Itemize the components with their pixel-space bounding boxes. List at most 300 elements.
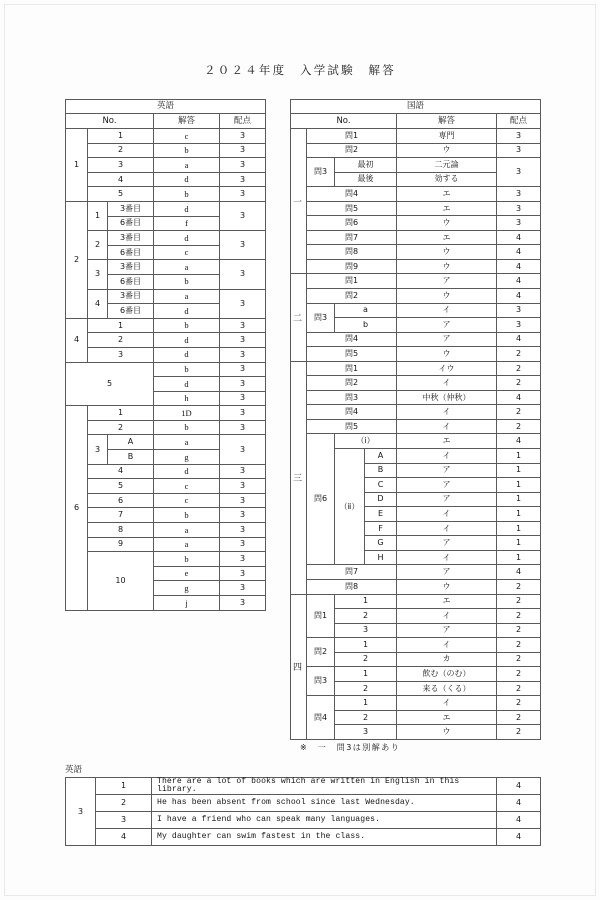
group-no: 3 (88, 260, 108, 289)
table-row (291, 187, 541, 202)
row-answer: イ (397, 521, 497, 536)
table-row (291, 259, 541, 274)
row-points: 4 (497, 778, 541, 795)
row-sub: 1 (335, 696, 397, 711)
table-row (66, 508, 266, 523)
row-answer: d (154, 464, 220, 479)
row-answer: b (154, 318, 220, 333)
row-points: 1 (497, 478, 541, 493)
row-points: 3 (220, 318, 266, 333)
row-points: 2 (497, 681, 541, 696)
table-row (291, 419, 541, 434)
row-points: 1 (497, 449, 541, 464)
row-answer: d (154, 172, 220, 187)
row-points: 3 (220, 172, 266, 187)
row-answer: b (154, 362, 220, 377)
row-points: 3 (220, 566, 266, 581)
row-answer: a (154, 158, 220, 173)
row-sub: 最後 (335, 172, 397, 187)
table-row (66, 187, 266, 202)
row-answer: ア (397, 623, 497, 638)
japanese-answer-table (290, 99, 541, 740)
row-points: 3 (497, 318, 541, 333)
row-points: 4 (497, 245, 541, 260)
table-row (66, 143, 266, 158)
row-sub: 6番目 (108, 245, 154, 260)
group-no: 1 (88, 201, 108, 230)
row-answer: a (154, 537, 220, 552)
group-no: 4 (88, 289, 108, 318)
table-row (291, 361, 541, 376)
row-no: 問9 (307, 259, 397, 274)
table-row (66, 289, 266, 304)
row-points: 4 (497, 812, 541, 829)
row-no: 問5 (307, 419, 397, 434)
row-answer: d (154, 333, 220, 348)
row-answer: ア (397, 565, 497, 580)
row-points: 1 (497, 507, 541, 522)
row-points: 2 (497, 376, 541, 391)
section-label: 5 (66, 362, 154, 406)
section-label-text: 四 (291, 662, 301, 672)
table-row (291, 201, 541, 216)
row-points: 2 (497, 419, 541, 434)
subgroup-i-label: （i） (335, 434, 397, 449)
row-sub: a (335, 303, 397, 318)
english-writing-table (65, 777, 541, 846)
english-table-title: 英語 (66, 100, 266, 114)
row-sentence: He has been absent from school since last Wednesday. (152, 795, 497, 812)
row-no: 問7 (307, 565, 397, 580)
row-sub: 6番目 (108, 216, 154, 231)
row-sentence: I have a friend who can speak many languages. (152, 812, 497, 829)
row-sub: 3番目 (108, 260, 154, 275)
row-no: 4 (88, 172, 154, 187)
row-points: 2 (497, 652, 541, 667)
table-row (291, 347, 541, 362)
row-answer: a (154, 523, 220, 538)
row-points: 4 (497, 274, 541, 289)
section-label: 3 (66, 778, 96, 846)
table-row (291, 303, 541, 318)
table-row (66, 778, 541, 795)
table-row (291, 158, 541, 173)
row-answer: g (154, 581, 220, 596)
row-no: 1 (96, 778, 152, 795)
row-answer: a (154, 289, 220, 304)
group-points: 3 (220, 231, 266, 260)
section-label: 1 (66, 129, 88, 202)
group-points: 3 (220, 260, 266, 289)
table-row (66, 406, 266, 421)
row-sub: 3番目 (108, 231, 154, 246)
table-row (66, 420, 266, 435)
row-no: 5 (88, 187, 154, 202)
row-answer: ウ (397, 347, 497, 362)
row-points: 3 (497, 303, 541, 318)
row-answer: e (154, 566, 220, 581)
row-sentence: There are a lot of books which are written in English in this library. (152, 778, 497, 795)
row-points: 1 (497, 550, 541, 565)
page-title: ２０２４年度 入学試験 解答 (204, 63, 396, 77)
row-answer: イ (397, 303, 497, 318)
row-points: 3 (220, 333, 266, 348)
row-sub: 2 (335, 710, 397, 725)
table-row (291, 274, 541, 289)
row-points: 3 (220, 552, 266, 567)
group-no: 10 (88, 552, 154, 610)
row-no: 5 (88, 479, 154, 494)
section-label: 2 (66, 201, 88, 318)
english-writing-caption: 英語 (65, 765, 83, 775)
table-row (291, 332, 541, 347)
header-answer: 解答 (397, 114, 497, 129)
row-sub: G (365, 536, 397, 551)
group-points: 3 (497, 158, 541, 187)
group-points: 3 (220, 201, 266, 230)
row-no: 2 (88, 333, 154, 348)
row-sub: 2 (335, 609, 397, 624)
table-row (291, 565, 541, 580)
row-answer: ア (397, 536, 497, 551)
row-answer: ウ (397, 259, 497, 274)
row-points: 3 (220, 187, 266, 202)
group-no: 問3 (307, 158, 335, 187)
table-row (66, 260, 266, 275)
row-points: 3 (220, 479, 266, 494)
row-no: 問3 (307, 390, 397, 405)
row-answer: h (154, 391, 220, 406)
row-no: 6 (88, 493, 154, 508)
table-row (66, 493, 266, 508)
row-answer: ウ (397, 579, 497, 594)
section-label (291, 129, 307, 274)
row-answer: ウ (397, 725, 497, 740)
section-label-text: 二 (291, 313, 301, 323)
row-points: 2 (497, 725, 541, 740)
table-row (66, 201, 266, 216)
row-answer: エ (397, 434, 497, 449)
table-row (291, 289, 541, 304)
row-no: 4 (96, 829, 152, 846)
row-answer: a (154, 260, 220, 275)
table-row (66, 479, 266, 494)
row-answer: 来る（くる） (397, 681, 497, 696)
row-answer: c (154, 479, 220, 494)
row-sub: 1 (335, 594, 397, 609)
group-points: 3 (220, 289, 266, 318)
header-points: 配点 (220, 114, 266, 129)
row-no: 9 (88, 537, 154, 552)
row-answer: イ (397, 638, 497, 653)
table-row (66, 231, 266, 246)
row-sub: b (335, 318, 397, 333)
row-answer: f (154, 216, 220, 231)
row-sub: 3 (335, 725, 397, 740)
row-sub: A (108, 435, 154, 450)
row-points: 2 (497, 609, 541, 624)
group-no: 問6 (307, 434, 335, 565)
group-no: 問4 (307, 696, 335, 740)
row-points: 2 (497, 667, 541, 682)
row-answer: ア (397, 478, 497, 493)
row-no: 2 (96, 795, 152, 812)
row-answer: 飲む（のむ） (397, 667, 497, 682)
row-no: 問5 (307, 347, 397, 362)
group-no: 問3 (307, 303, 335, 332)
row-points: 3 (220, 537, 266, 552)
row-sub: 3番目 (108, 289, 154, 304)
section-label-text: 一 (291, 196, 301, 206)
group-no: 問1 (307, 594, 335, 638)
header-no: No. (291, 114, 397, 129)
row-answer: ウ (397, 143, 497, 158)
table-header-row (291, 114, 541, 129)
row-answer: 専門 (397, 129, 497, 144)
header-points: 配点 (497, 114, 541, 129)
group-no: 問3 (307, 667, 335, 696)
row-answer: b (154, 274, 220, 289)
row-no: 問1 (307, 129, 397, 144)
row-answer: b (154, 187, 220, 202)
section-label: 6 (66, 406, 88, 610)
row-points: 1 (497, 463, 541, 478)
row-points: 1 (497, 521, 541, 536)
row-answer: イ (397, 405, 497, 420)
row-answer: エ (397, 710, 497, 725)
table-row (291, 667, 541, 682)
row-answer: イ (397, 550, 497, 565)
table-row (291, 405, 541, 420)
table-row (66, 829, 541, 846)
row-points: 3 (220, 523, 266, 538)
row-points: 4 (497, 434, 541, 449)
row-sub: F (365, 521, 397, 536)
row-no: 問1 (307, 361, 397, 376)
row-sub: 3番目 (108, 201, 154, 216)
row-answer: 二元論 (397, 158, 497, 173)
row-points: 3 (220, 508, 266, 523)
section-label (291, 274, 307, 361)
row-points: 2 (497, 696, 541, 711)
row-answer: d (154, 377, 220, 392)
row-points: 3 (220, 391, 266, 406)
row-answer: g (154, 450, 220, 465)
row-answer: イ (397, 419, 497, 434)
row-answer: イ (397, 449, 497, 464)
row-no: 1 (88, 129, 154, 144)
row-points: 3 (497, 187, 541, 202)
header-no: No. (66, 114, 154, 129)
row-sentence: My daughter can swim fastest in the class. (152, 829, 497, 846)
row-no: 2 (88, 143, 154, 158)
row-answer: 中秋（仲秋） (397, 390, 497, 405)
row-sub: 2 (335, 681, 397, 696)
row-answer: イ (397, 507, 497, 522)
row-no: 3 (96, 812, 152, 829)
row-points: 3 (220, 464, 266, 479)
table-row (66, 464, 266, 479)
table-header-row (66, 100, 266, 114)
row-sub: 最初 (335, 158, 397, 173)
table-row (66, 158, 266, 173)
group-no: 問2 (307, 638, 335, 667)
row-no: 4 (88, 464, 154, 479)
row-no: 1 (88, 318, 154, 333)
row-sub: A (365, 449, 397, 464)
table-row (66, 129, 266, 144)
row-answer: イウ (397, 361, 497, 376)
row-no: 問7 (307, 230, 397, 245)
row-no: 3 (88, 158, 154, 173)
row-answer: ウ (397, 289, 497, 304)
row-answer: エ (397, 594, 497, 609)
row-sub: 2 (335, 652, 397, 667)
row-points: 4 (497, 332, 541, 347)
table-row (66, 537, 266, 552)
table-row (291, 594, 541, 609)
header-answer: 解答 (154, 114, 220, 129)
table-row (291, 579, 541, 594)
row-points: 2 (497, 623, 541, 638)
row-sub: 6番目 (108, 304, 154, 319)
row-points: 4 (497, 230, 541, 245)
row-no: 1 (88, 406, 154, 421)
table-row (291, 245, 541, 260)
row-points: 3 (220, 406, 266, 421)
row-points: 3 (497, 143, 541, 158)
row-points: 2 (497, 710, 541, 725)
row-answer: エ (397, 187, 497, 202)
row-no: 問1 (307, 274, 397, 289)
row-points: 3 (220, 143, 266, 158)
row-no: 7 (88, 508, 154, 523)
row-points: 2 (497, 594, 541, 609)
row-answer: ウ (397, 216, 497, 231)
row-no: 問6 (307, 216, 397, 231)
row-no: 3 (88, 347, 154, 362)
row-answer: b (154, 508, 220, 523)
row-points: 3 (220, 493, 266, 508)
table-header-row (66, 114, 266, 129)
row-answer: ア (397, 463, 497, 478)
group-points: 3 (220, 435, 266, 464)
table-row (291, 230, 541, 245)
row-no: 問2 (307, 376, 397, 391)
table-row (66, 795, 541, 812)
row-points: 3 (220, 158, 266, 173)
row-points: 3 (497, 129, 541, 144)
row-answer: d (154, 304, 220, 319)
row-answer: ア (397, 492, 497, 507)
row-points: 3 (220, 362, 266, 377)
table-header-row (291, 100, 541, 114)
row-points: 3 (220, 596, 266, 611)
table-row (291, 638, 541, 653)
table-row (66, 318, 266, 333)
row-answer: エ (397, 230, 497, 245)
table-row (291, 129, 541, 144)
table-row (66, 435, 266, 450)
row-points: 2 (497, 638, 541, 653)
table-row (291, 376, 541, 391)
table-row (291, 216, 541, 231)
row-points: 3 (220, 420, 266, 435)
table-row (66, 812, 541, 829)
row-sub: H (365, 550, 397, 565)
section-label (291, 361, 307, 594)
row-answer: b (154, 552, 220, 567)
row-no: 問4 (307, 187, 397, 202)
row-answer: c (154, 493, 220, 508)
row-points: 4 (497, 829, 541, 846)
group-no: 3 (88, 435, 108, 464)
row-points: 4 (497, 289, 541, 304)
row-points: 3 (220, 581, 266, 596)
row-answer: イ (397, 376, 497, 391)
row-answer: 効する (397, 172, 497, 187)
row-no: 8 (88, 523, 154, 538)
row-points: 4 (497, 390, 541, 405)
row-answer: カ (397, 652, 497, 667)
row-answer: d (154, 347, 220, 362)
english-answer-table (65, 99, 266, 611)
row-sub: 1 (335, 638, 397, 653)
row-sub: 1 (335, 667, 397, 682)
footnote: ※ 一 問3は別解あり (300, 743, 401, 752)
row-no: 問2 (307, 289, 397, 304)
row-points: 1 (497, 492, 541, 507)
row-points: 3 (220, 129, 266, 144)
row-no: 問2 (307, 143, 397, 158)
row-answer: b (154, 420, 220, 435)
table-row (291, 696, 541, 711)
row-points: 4 (497, 565, 541, 580)
table-row (291, 143, 541, 158)
row-answer: c (154, 245, 220, 260)
row-points: 3 (220, 347, 266, 362)
section-label: 4 (66, 318, 88, 362)
row-sub: C (365, 478, 397, 493)
table-row (66, 333, 266, 348)
row-answer: 1D (154, 406, 220, 421)
row-no: 問8 (307, 579, 397, 594)
row-points: 3 (497, 201, 541, 216)
row-no: 問5 (307, 201, 397, 216)
row-points: 3 (497, 216, 541, 231)
row-answer: d (154, 201, 220, 216)
table-row (291, 434, 541, 449)
row-no: 2 (88, 420, 154, 435)
row-answer: ア (397, 332, 497, 347)
row-answer: ウ (397, 245, 497, 260)
row-answer: ア (397, 274, 497, 289)
table-row (66, 347, 266, 362)
row-answer: c (154, 129, 220, 144)
row-answer: d (154, 231, 220, 246)
row-sub: B (365, 463, 397, 478)
row-sub: 3 (335, 623, 397, 638)
row-points: 2 (497, 405, 541, 420)
row-answer: j (154, 596, 220, 611)
group-no: 2 (88, 231, 108, 260)
table-row (66, 552, 266, 567)
row-sub: E (365, 507, 397, 522)
table-row (66, 362, 266, 377)
row-answer: ア (397, 318, 497, 333)
row-answer: エ (397, 201, 497, 216)
row-answer: イ (397, 696, 497, 711)
